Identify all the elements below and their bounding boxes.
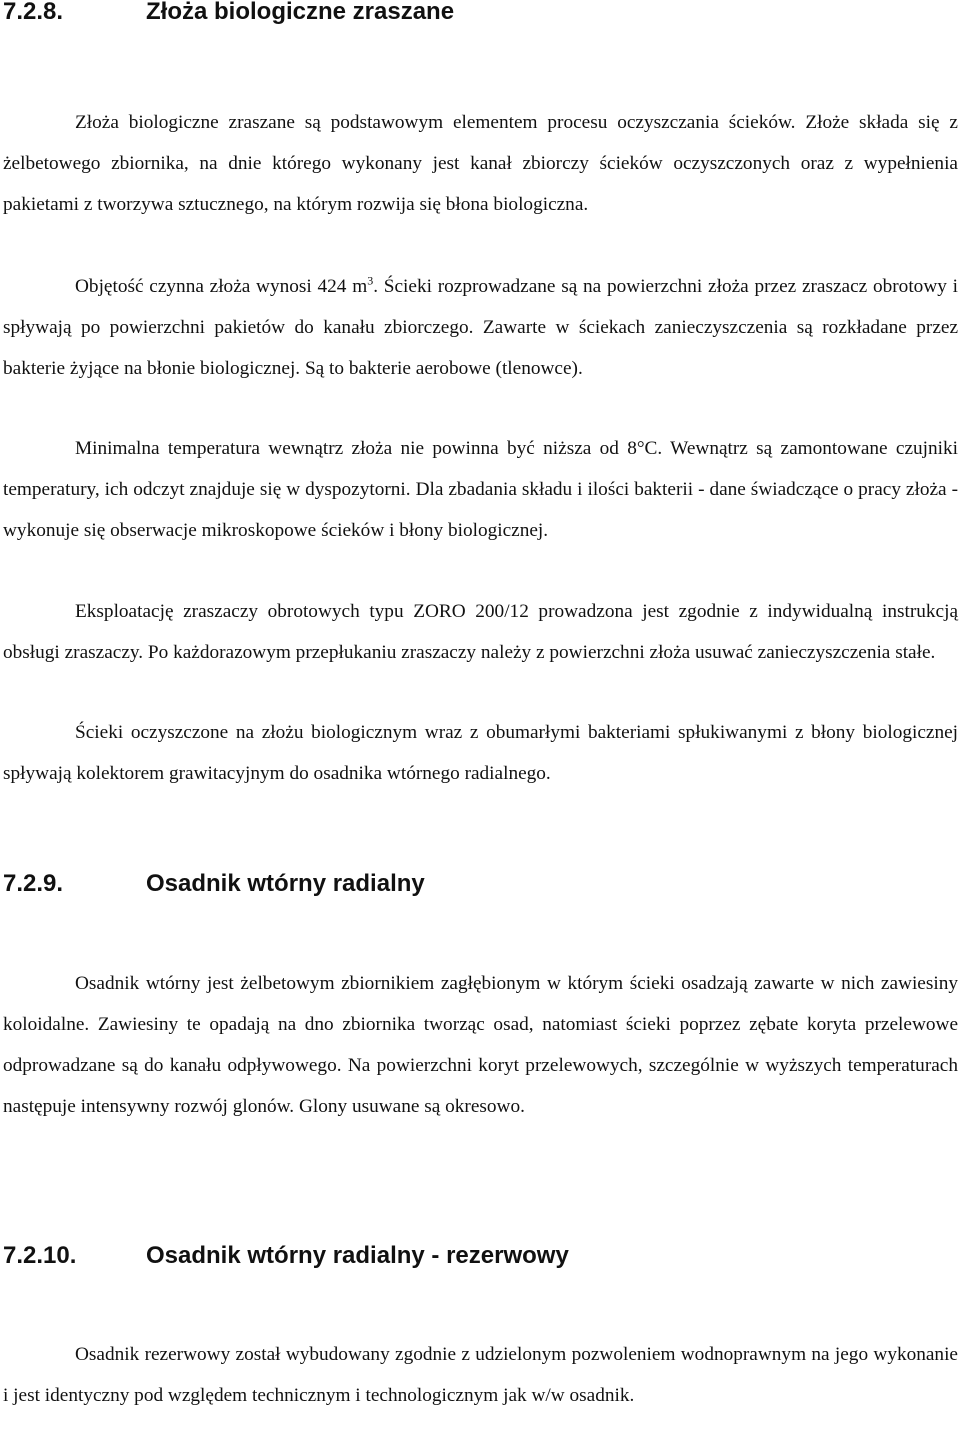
paragraph: Złoża biologiczne zraszane są podstawowym elementem procesu oczyszczania ścieków. Złoże składa się z żelbetowego zbiornika, na dnie którego wykonany jest kanał zbiorczy ścieków oczyszczonych oraz z wypełnienia pakietami z tworzywa sztucznego, na którym rozwija się błona biologiczna. <box>3 112 958 215</box>
paragraph: Eksploatację zraszaczy obrotowych typu ZORO 200/12 prowadzona jest zgodnie z indywidualną instrukcją obsługi zraszaczy. Po każdorazowym przepłukaniu zraszaczy należy z powierzchni złoża usuwać zanieczyszczenia stałe. <box>3 601 958 663</box>
section-number: 7.2.10. <box>3 1242 77 1269</box>
section-title: Złoża biologiczne zraszane <box>146 0 455 25</box>
paragraph: Ścieki oczyszczone na złożu biologicznym wraz z obumarłymi bakteriami spłukiwanymi z błony biologicznej spływają kolektorem grawitacyjnym do osadnika wtórnego radialnego. <box>3 722 958 784</box>
paragraph-text: Objętość czynna złoża wynosi 424 m <box>75 276 368 297</box>
superscript: 3 <box>367 273 374 288</box>
section-number: 7.2.8. <box>3 0 64 25</box>
paragraph: Minimalna temperatura wewnątrz złoża nie powinna być niższa od 8°C. Wewnątrz są zamontowane czujniki temperatury, ich odczyt znajduje się w dyspozytorni. Dla zbadania składu i ilości bakterii - dane świadczące o pracy złoża - wykonuje się obserwacje mikroskopowe ścieków i błony biologicznej. <box>3 438 958 541</box>
paragraph-volume <box>3 266 958 389</box>
paragraph: Osadnik wtórny jest żelbetowym zbiornikiem zagłębionym w którym ścieki osadzają zawarte w nich zawiesiny koloidalne. Zawiesiny te opadają na dno zbiornika tworząc osad, natomiast ścieki poprzez zębate koryta przelewowe odprowadzane są do kanału odpływowego. Na powierzchni koryt przelewowych, szczególnie w wyższych temperaturach następuje intensywny rozwój glonów. Glony usuwane są okresowo. <box>3 973 958 1117</box>
paragraph: Osadnik rezerwowy został wybudowany zgodnie z udzielonym pozwoleniem wodnoprawnym na jego wykonanie i jest identyczny pod względem technicznym i technologicznym jak w/w osadnik. <box>3 1344 958 1406</box>
section-heading-7-2-10 <box>3 1240 569 1272</box>
section-title: Osadnik wtórny radialny <box>146 870 425 897</box>
section-number: 7.2.9. <box>3 870 64 897</box>
section-title: Osadnik wtórny radialny - rezerwowy <box>146 1242 569 1269</box>
paragraph-text: . Ścieki rozprowadzane są na powierzchni złoża przez zraszacz obrotowy i spływają po powierzchni pakietów do kanału zbiorczego. Zawarte w ściekach zanieczyszczenia są rozkładane przez bakterie żyjące na błonie biologicznej. Są to bakterie aerobowe (tlenowce). <box>3 276 958 379</box>
section-heading-7-2-8 <box>3 0 454 28</box>
section-heading-7-2-9 <box>3 868 425 900</box>
